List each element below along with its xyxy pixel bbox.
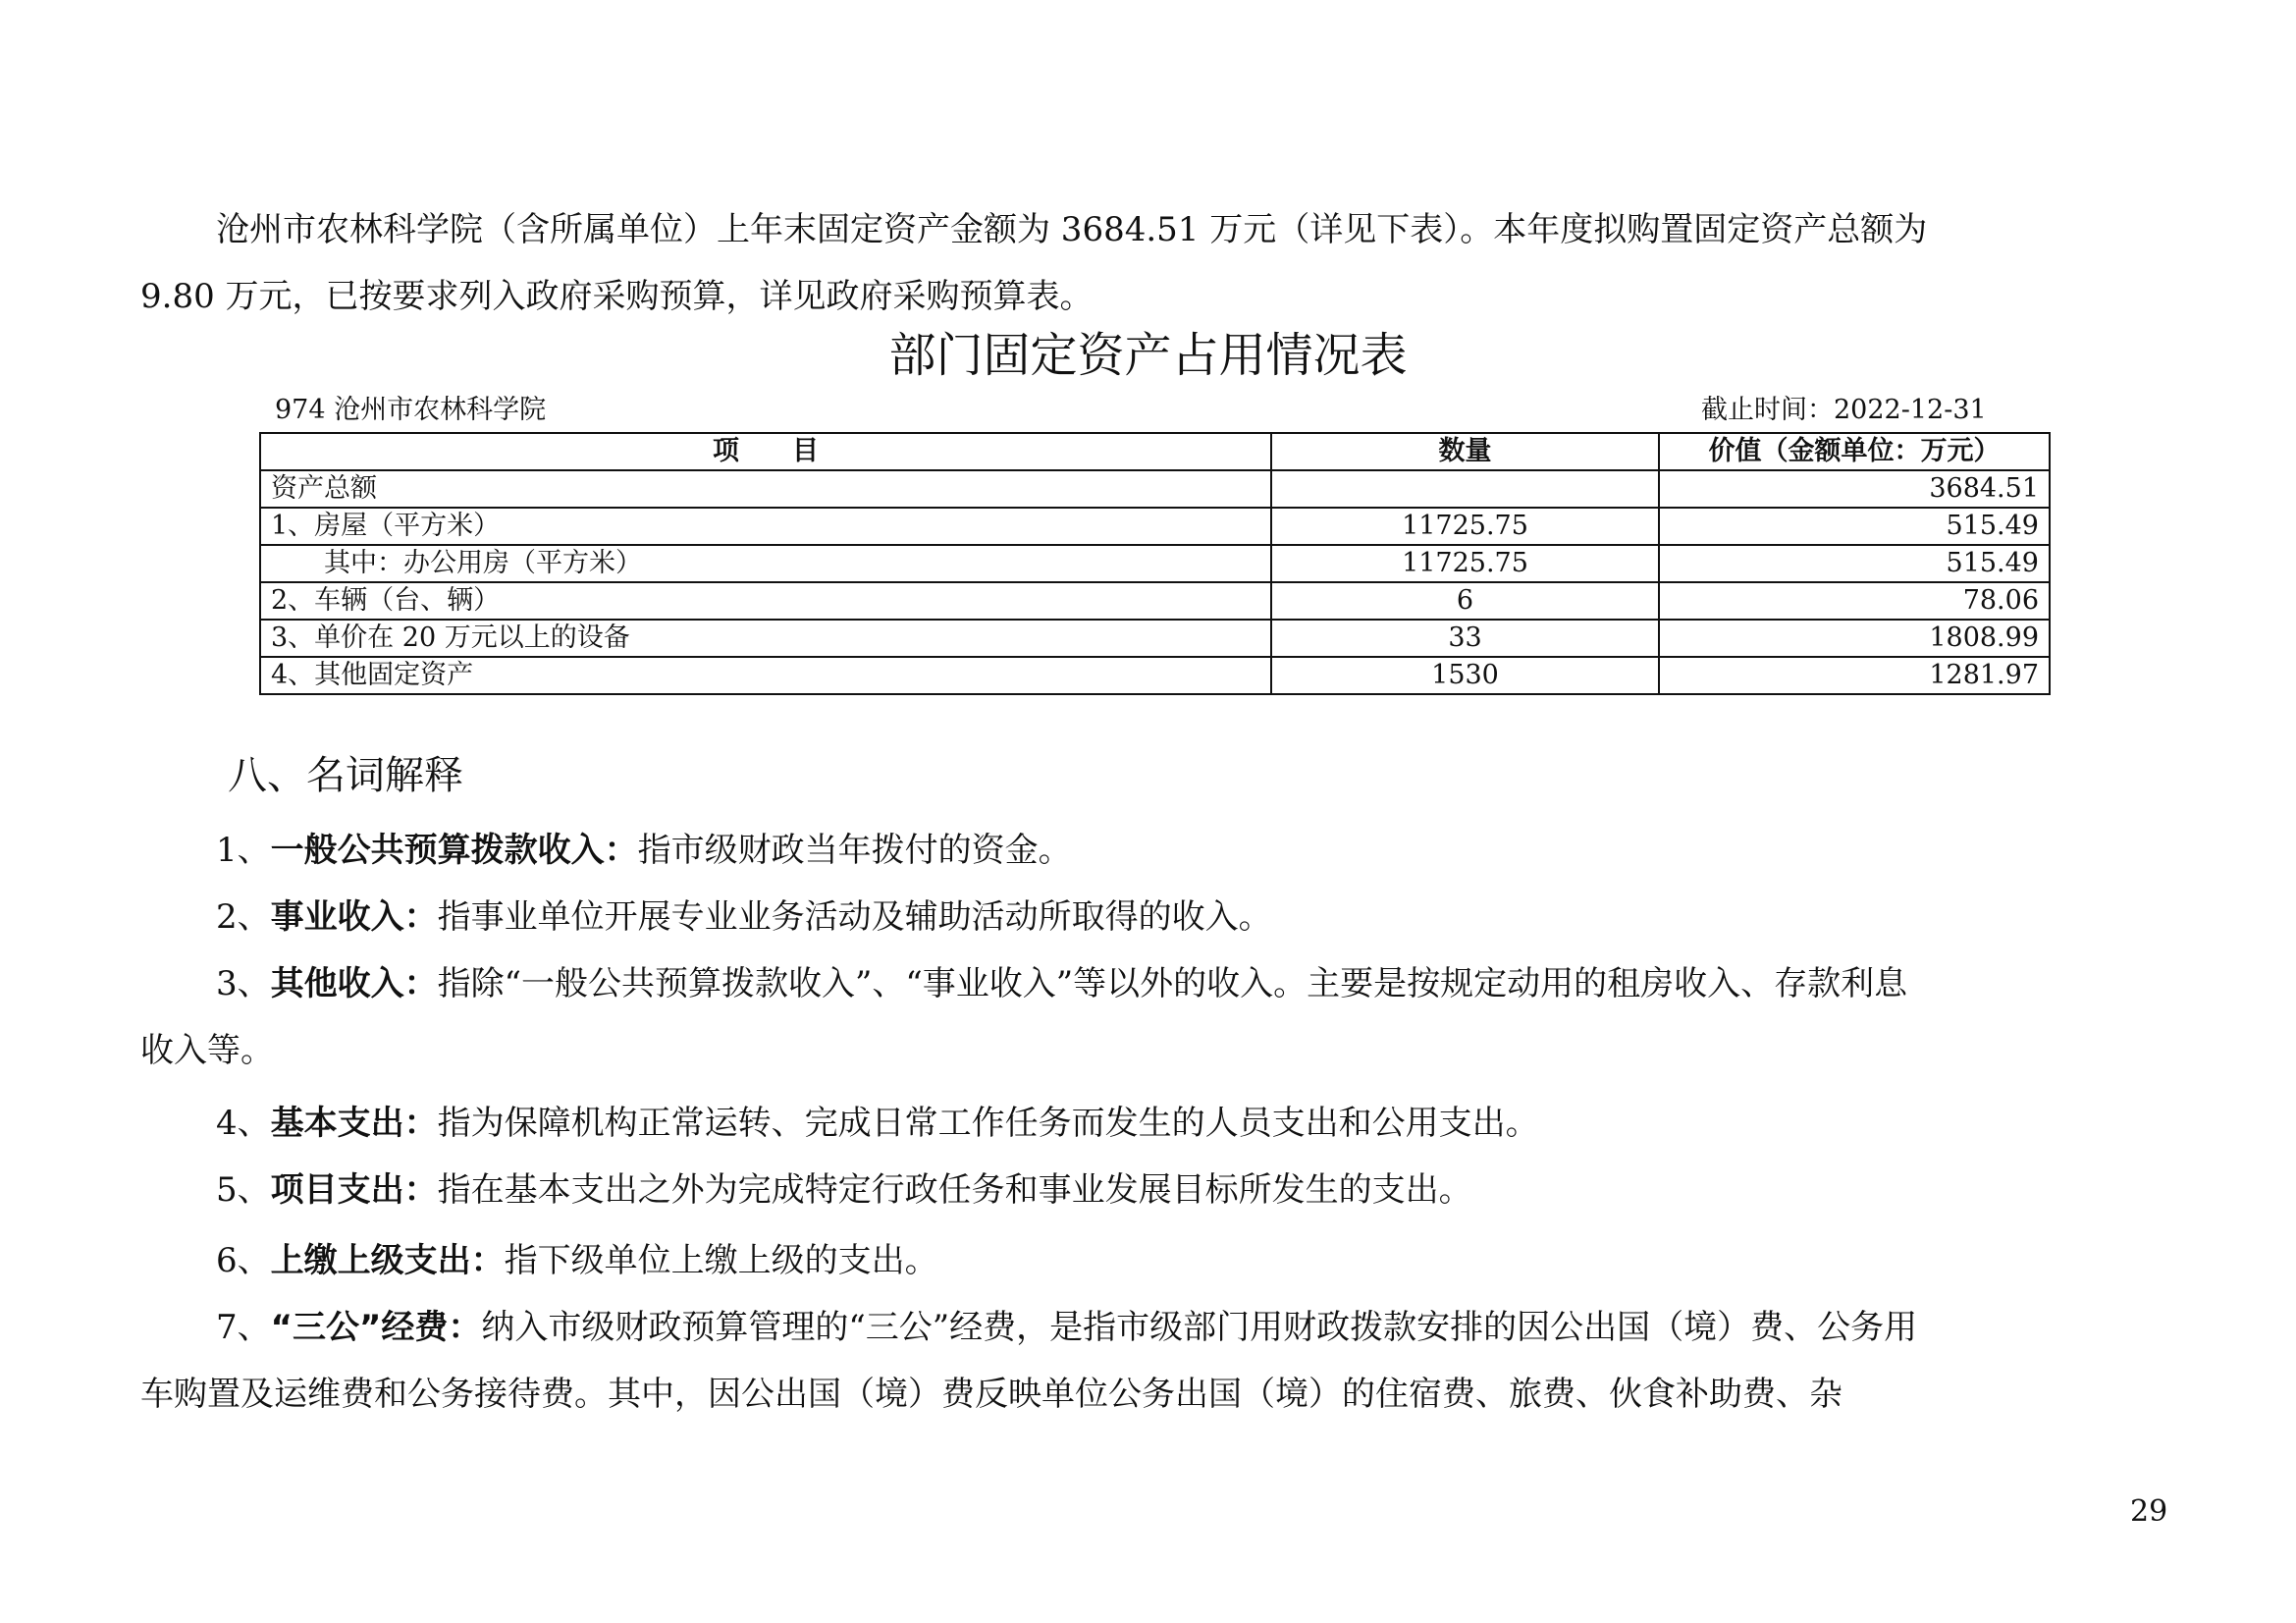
cell-quantity: 33	[1271, 620, 1659, 657]
table-row	[260, 657, 2050, 694]
definition-number: 4、	[216, 1104, 271, 1143]
definition-term: 其他收入：	[270, 964, 438, 1003]
definition-text: 纳入市级财政预算管理的“三公”经费，是指市级部门用财政拨款安排的因公出国（境）费、公务用	[481, 1308, 1918, 1347]
cell-quantity: 6	[1271, 582, 1659, 620]
cell-item: 资产总额	[260, 470, 1271, 508]
definition-text: 指除“一般公共预算拨款收入”、“事业收入”等以外的收入。主要是按规定动用的租房收入、存款利息	[437, 964, 1908, 1003]
definition-text: 指下级单位上缴上级的支出。	[504, 1241, 938, 1280]
definition-number: 1、	[216, 831, 271, 870]
intro-line-2: 9.80 万元，已按要求列入政府采购预算，详见政府采购预算表。	[140, 277, 1094, 316]
definition-4	[216, 1090, 1539, 1157]
definition-number: 5、	[216, 1170, 271, 1210]
definition-term: “三公”经费：	[270, 1308, 482, 1347]
definition-text: 指事业单位开展专业业务活动及辅助活动所取得的收入。	[437, 897, 1272, 937]
table-title: 部门固定资产占用情况表	[888, 328, 1408, 383]
definition-term: 一般公共预算拨款收入：	[270, 831, 638, 870]
definition-number: 3、	[216, 964, 271, 1003]
definition-2	[216, 884, 1272, 950]
header-value: 价值（金额单位：万元）	[1659, 433, 2050, 470]
cell-quantity: 11725.75	[1271, 508, 1659, 545]
definition-3	[216, 950, 1907, 1017]
table-row	[260, 470, 2050, 508]
cell-quantity: 1530	[1271, 657, 1659, 694]
definition-number: 6、	[216, 1241, 271, 1280]
cell-value: 515.49	[1659, 508, 2050, 545]
table-row	[260, 582, 2050, 620]
section-heading: 八、名词解释	[228, 753, 463, 798]
definition-term: 上缴上级支出：	[270, 1241, 505, 1280]
unit-name: 974 沧州市农林科学院	[275, 395, 547, 425]
definition-6	[216, 1227, 938, 1294]
cutoff-date: 截止时间：2022-12-31	[1701, 395, 1987, 425]
definition-7	[216, 1294, 1917, 1361]
definition-number: 7、	[216, 1308, 271, 1347]
cell-item: 3、单价在 20 万元以上的设备	[260, 620, 1271, 657]
cell-item: 4、其他固定资产	[260, 657, 1271, 694]
definition-term: 项目支出：	[270, 1170, 438, 1210]
cell-value: 1281.97	[1659, 657, 2050, 694]
table-row	[260, 545, 2050, 582]
cell-item: 其中：办公用房（平方米）	[260, 545, 1271, 582]
definition-text: 指为保障机构正常运转、完成日常工作任务而发生的人员支出和公用支出。	[437, 1104, 1539, 1143]
intro-line-1: 沧州市农林科学院（含所属单位）上年末固定资产金额为 3684.51 万元（详见下表）。本年度拟购置固定资产总额为	[216, 210, 1928, 249]
cell-item: 2、车辆（台、辆）	[260, 582, 1271, 620]
definition-5	[216, 1157, 1472, 1223]
page-number: 29	[2130, 1494, 2168, 1529]
definition-7-continued: 车购置及运维费和公务接待费。其中，因公出国（境）费反映单位公务出国（境）的住宿费、旅费、伙食补助费、杂	[140, 1375, 1842, 1414]
definition-3-continued: 收入等。	[140, 1031, 274, 1070]
definition-term: 事业收入：	[270, 897, 438, 937]
definition-1	[216, 817, 1072, 884]
definition-number: 2、	[216, 897, 271, 937]
cell-item: 1、房屋（平方米）	[260, 508, 1271, 545]
cell-quantity: 11725.75	[1271, 545, 1659, 582]
table-row	[260, 508, 2050, 545]
cell-value: 3684.51	[1659, 470, 2050, 508]
table-header-row	[260, 433, 2050, 470]
cell-value: 515.49	[1659, 545, 2050, 582]
definition-term: 基本支出：	[270, 1104, 438, 1143]
definition-text: 指市级财政当年拨付的资金。	[637, 831, 1072, 870]
cell-value: 78.06	[1659, 582, 2050, 620]
cell-quantity	[1271, 470, 1659, 508]
header-quantity: 数量	[1271, 433, 1659, 470]
fixed-asset-table	[259, 432, 2051, 695]
definition-text: 指在基本支出之外为完成特定行政任务和事业发展目标所发生的支出。	[437, 1170, 1472, 1210]
header-item: 项 目	[260, 433, 1271, 470]
table-row	[260, 620, 2050, 657]
cell-value: 1808.99	[1659, 620, 2050, 657]
